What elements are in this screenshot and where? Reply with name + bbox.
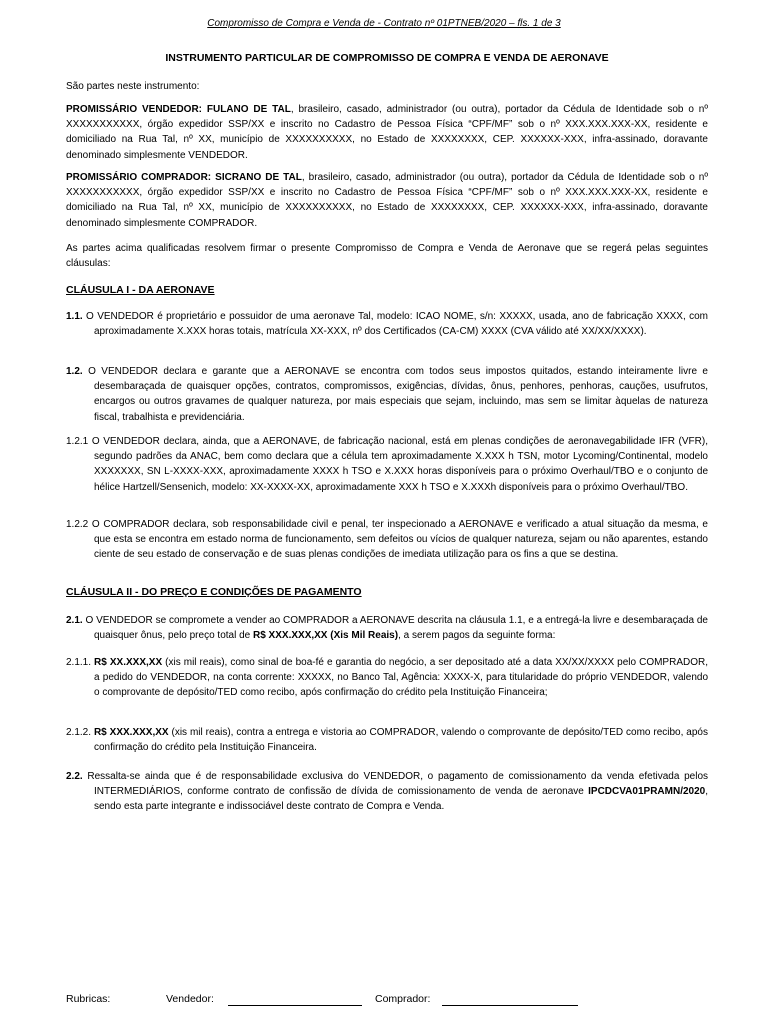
comprador-label: PROMISSÁRIO COMPRADOR: SICRANO DE TAL — [66, 172, 302, 183]
clause-item-2-1: 2.1. O VENDEDOR se compromete a vender ao COMPRADOR a AERONAVE descrita na cláusula 1.1, e a entregá-la livre e desembaraçada de quaisquer ônus, pelo preço total de R$ XXX.XXX,XX (Xis Mil Reais), a serem pagos da seguinte forma: — [66, 615, 708, 642]
comprador-paragraph — [66, 170, 708, 231]
clause-item-1-2-1: 1.2.1 O VENDEDOR declara, ainda, que a AERONAVE, de fabricação nacional, está em plenas condições de aeronavegabilidade IFR (VFR), segundo padrões da ANAC, bem como declara que a célula tem aproximadamente X.XXX h TSN, motor Lycoming/Continental, modelo XXXXXXX, SN L-XXXX-XXX, aproximadamente XXXX h TSO e X.XXX horas disponíveis para o próximo Overhaul/TBO e o conjunto de hélice Hartzell/Sensenich, modelo: XX-XXXX-XX, aproximadamente XXX h TSO e X.XXXh disponíveis para o próximo Overhaul/TBO. — [66, 436, 708, 493]
clause-item-2-1-1: 2.1.1. R$ XX.XXX,XX (xis mil reais), como sinal de boa-fé e garantia do negócio, a ser depositado até a data XX/XX/XXXX pelo COMPRADOR, a pedido do VENDEDOR, na conta corrente: XXXXX, no Banco Tal, Agência: XXXX-X, para titularidade do próprio VENDEDOR, valendo o comprovante de depósito/TED como recibo, após confirmação do crédito pela Instituição Financeira; — [66, 657, 708, 699]
clause-1-heading: CLÁUSULA I - DA AERONAVE — [66, 284, 215, 296]
clause-item-1-2: 1.2. O VENDEDOR declara e garante que a AERONAVE se encontra com todos seus impostos quitados, estando inteiramente livre e desembaraçada de quaisquer opções, contratos, compromissos, exigências, dívidas, ônus, penhores, penhoras, cauções, usufrutos, encargos ou outros gravames de qualquer natureza, por mais especiais que sejam, incluindo, mas sem se limitar àquelas de natureza fiscal, trabalhista e previdenciária. — [66, 366, 708, 423]
vendedor-text: , brasileiro, casado, administrador (ou outra), portador da Cédula de Identidade sob o nº XXXXXXXXXXX, órgão expedidor SSP/XX e inscrito no Cadastro de Pessoa Física “CPF/MF” sob o nº XXX.XXX.XXX-XX, residente e domiciliado na Rua Tal, nº XX, município de XXXXXXXXXX, no Estado de XXXXXXXX, CEP. XXXXXX-XXX, infra-assinado, doravante denominado simplesmente VENDEDOR. — [66, 104, 708, 161]
clause-item-1-2-2: 1.2.2 O COMPRADOR declara, sob responsabilidade civil e penal, ter inspecionado a AERONAVE e verificado a atual situação da mesma, e que esta se encontra em estado norma de funcionamento, sem defeitos ou vícios de qualquer natureza, sejam ou não aparentes, estando ciente de seu estado de conservação e de suas plenas condições de imediata utilização para os fins a que se destina. — [66, 519, 708, 561]
preamble-paragraph: As partes acima qualificadas resolvem firmar o presente Compromisso de Compra e Venda de Aeronave que se regerá pelas seguintes cláusulas: — [66, 243, 708, 270]
comprador-signature-line — [442, 1005, 578, 1006]
vendedor-signature-label: Vendedor: — [166, 993, 214, 1005]
document-title: INSTRUMENTO PARTICULAR DE COMPROMISSO DE COMPRA E VENDA DE AERONAVE — [165, 52, 609, 64]
comprador-text: , brasileiro, casado, administrador (ou outra), portador da Cédula de Identidade sob o nº XXXXXXXXXXX, órgão expedidor SSP/XX e inscrito no Cadastro de Pessoa Física “CPF/MF” sob o nº XXX.XXX.XXX-XX, residente e domiciliado na Rua Tal, nº XX, município de XXXXXXXXXX, no Estado de XXXXXXXX, CEP. XXXXXX-XXX, infra-assinado, doravante denominado simplesmente COMPRADOR. — [66, 172, 708, 229]
vendedor-label: PROMISSÁRIO VENDEDOR: FULANO DE TAL — [66, 104, 291, 115]
clause-item-2-2: 2.2. Ressalta-se ainda que é de responsabilidade exclusiva do VENDEDOR, o pagamento de comissionamento da venda efetivada pelos INTERMEDIÁRIOS, conforme contrato de confissão de dívida de comissionamento de venda de aeronave IPCDCVA01PRAMN/2020, sendo esta parte integrante e indissociável deste contrato de Compra e Venda. — [66, 771, 708, 813]
signature-footer — [66, 993, 708, 1009]
vendedor-paragraph — [66, 102, 708, 163]
intro-line: São partes neste instrumento: — [66, 81, 200, 92]
page-header: Compromisso de Compra e Venda de - Contrato nº 01PTNEB/2020 – fls. 1 de 3 — [207, 18, 561, 29]
vendedor-signature-line — [228, 1005, 362, 1006]
clause-2-heading: CLÁUSULA II - DO PREÇO E CONDIÇÕES DE PAGAMENTO — [66, 586, 362, 598]
clause-item-2-1-2: 2.1.2. R$ XXX.XXX,XX (xis mil reais), contra a entrega e vistoria ao COMPRADOR, valendo o comprovante de depósito/TED como recibo, após confirmação do crédito pela Instituição Financeira. — [66, 727, 708, 754]
comprador-signature-label: Comprador: — [375, 993, 431, 1005]
rubricas-label: Rubricas: — [66, 993, 111, 1005]
clause-item-1-1: 1.1. O VENDEDOR é proprietário e possuidor de uma aeronave Tal, modelo: ICAO NOME, s/n: XXXXX, usada, ano de fabricação XXXX, com aproximadamente X.XXX horas totais, matrícula XX-XXX, nº dos Certificados (CA-CM) XXXX (CVA válido até XX/XX/XXXX). — [66, 311, 708, 338]
